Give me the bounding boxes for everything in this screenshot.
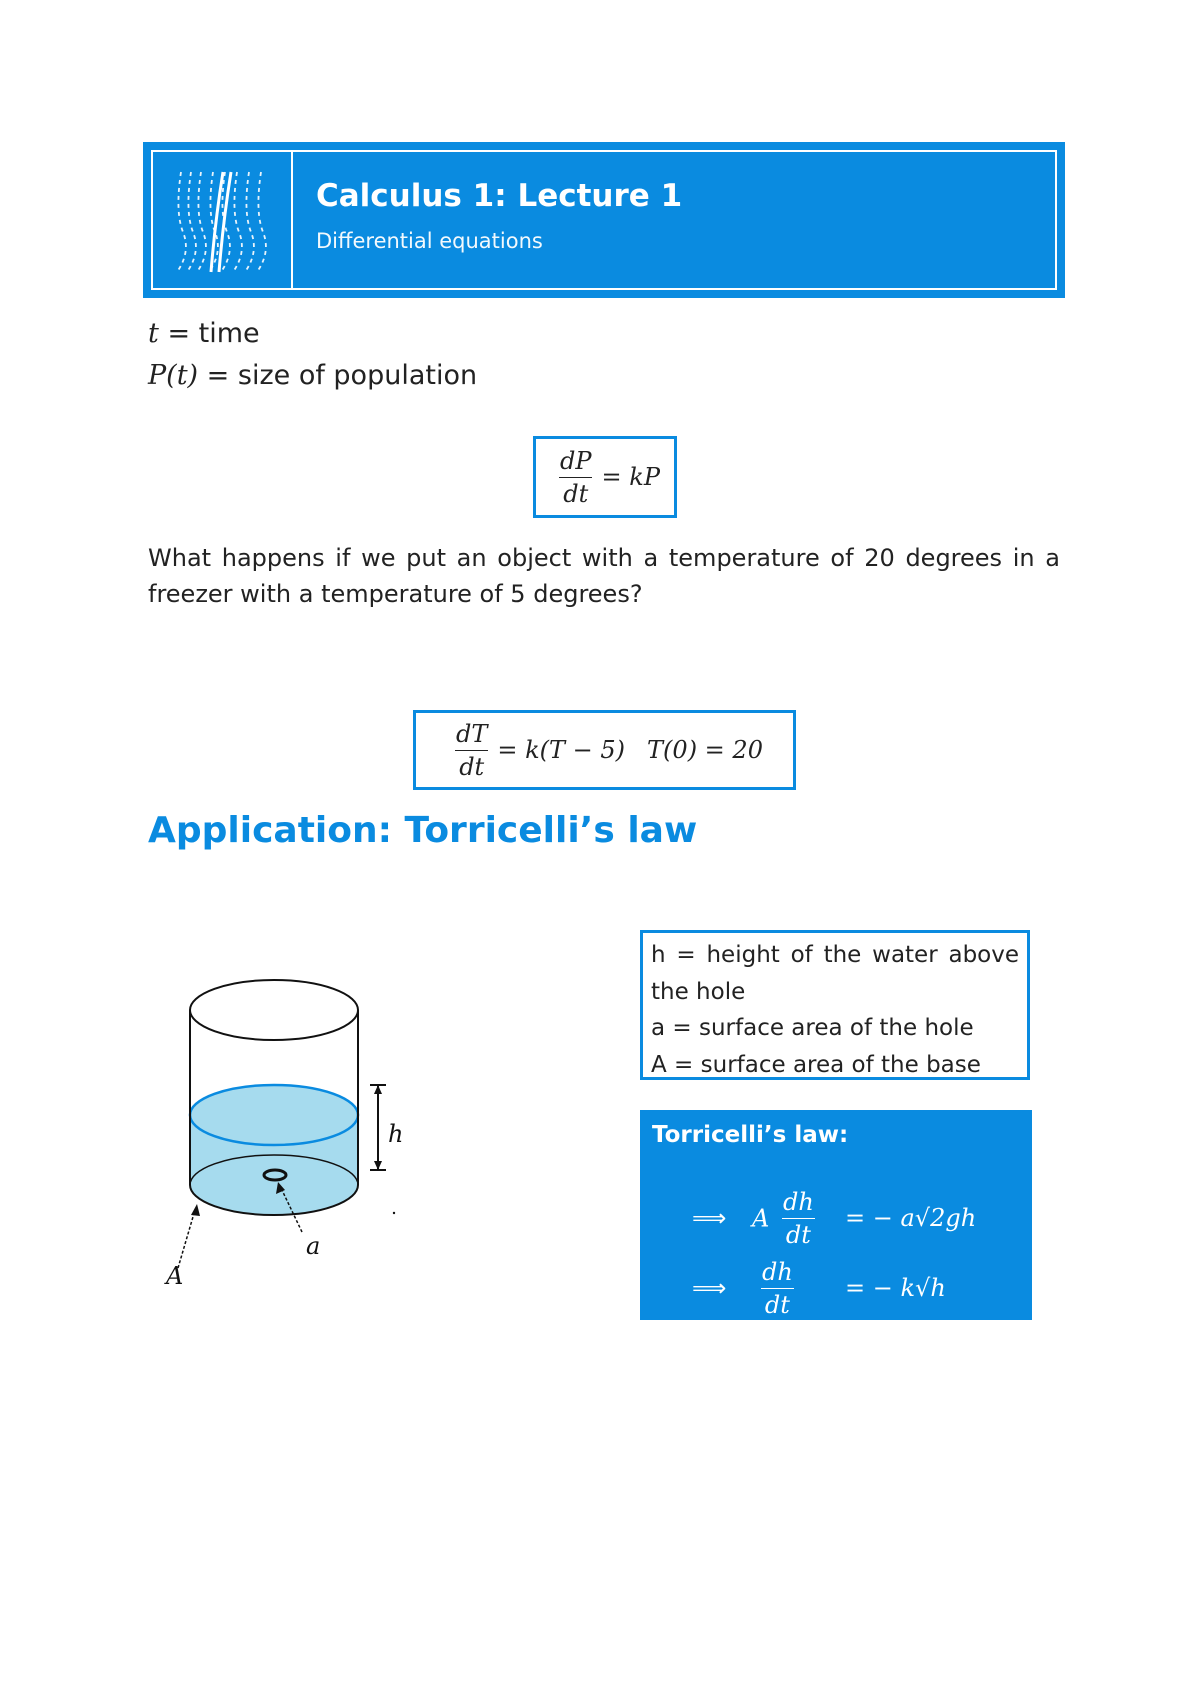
implies-arrow: ⟹ bbox=[692, 1274, 727, 1302]
definition-population bbox=[148, 360, 477, 391]
header-frame bbox=[151, 150, 1057, 290]
label-a: a bbox=[306, 1232, 321, 1260]
var-P: P(t) bbox=[148, 360, 199, 391]
stray-dot bbox=[393, 1212, 395, 1214]
fraction-numerator: dP bbox=[560, 446, 592, 475]
cylinder-diagram bbox=[150, 960, 430, 1300]
var-t: t bbox=[148, 318, 159, 349]
section-heading: Application: Torricelli’s law bbox=[148, 810, 698, 851]
fraction-dT-dt bbox=[452, 720, 491, 781]
hole-marker bbox=[264, 1170, 286, 1180]
height-arrow-down bbox=[374, 1161, 382, 1170]
def-line-a: a = surface area of the hole bbox=[651, 1015, 974, 1041]
lecture-title: Calculus 1: Lecture 1 bbox=[316, 178, 683, 214]
equation-population-box bbox=[533, 436, 677, 518]
def-P-text: = size of population bbox=[198, 360, 478, 391]
equation-rhs: = kP bbox=[601, 463, 660, 491]
definition-time bbox=[148, 318, 260, 349]
height-arrow-up bbox=[374, 1085, 382, 1094]
law-row2-rhs: = − k√h bbox=[845, 1274, 946, 1302]
law-row2-lhs bbox=[752, 1258, 803, 1319]
law-row1-lhs bbox=[752, 1188, 824, 1249]
question-paragraph: What happens if we put an object with a temperature of 20 degrees in a freezer with a temperature of 5 degrees? bbox=[148, 544, 1060, 608]
base-arrow-line bbox=[178, 1210, 195, 1268]
law-row1-rhs: = − a√2gh bbox=[845, 1204, 977, 1232]
equation-temperature-box bbox=[413, 710, 796, 790]
def-line-A: A = surface area of the base bbox=[651, 1051, 981, 1078]
fraction-numerator: dh bbox=[762, 1258, 793, 1286]
cylinder-top bbox=[190, 980, 358, 1040]
fraction-dP-dt bbox=[556, 447, 596, 508]
wave-lines-icon bbox=[153, 152, 289, 288]
torricelli-law-box bbox=[640, 1110, 1032, 1320]
implies-arrow: ⟹ bbox=[692, 1204, 727, 1232]
fraction-denominator: dt bbox=[559, 477, 592, 508]
logo-icon bbox=[153, 152, 293, 288]
base-arrow-head bbox=[191, 1204, 200, 1216]
law-row-1 bbox=[640, 1188, 1032, 1248]
water-surface bbox=[190, 1085, 358, 1145]
fraction-dh-dt bbox=[758, 1258, 797, 1319]
label-A: A bbox=[166, 1262, 184, 1290]
initial-condition: T(0) = 20 bbox=[647, 736, 763, 764]
fraction-denominator: dt bbox=[782, 1218, 815, 1249]
equation-rhs: = k(T − 5) bbox=[497, 736, 626, 764]
fraction-numerator: dT bbox=[456, 719, 488, 748]
def-line-h: h = height of the water above the hole bbox=[651, 942, 1019, 1005]
fraction-dh-dt bbox=[779, 1188, 818, 1249]
fraction-numerator: dh bbox=[782, 1188, 814, 1216]
lecture-subtitle: Differential equations bbox=[316, 229, 543, 253]
fraction-denominator: dt bbox=[455, 750, 488, 781]
coef-A: A bbox=[752, 1204, 770, 1233]
fraction-denominator: dt bbox=[761, 1288, 794, 1319]
law-row-2 bbox=[640, 1258, 1032, 1318]
label-h: h bbox=[388, 1120, 404, 1148]
lecture-header bbox=[143, 142, 1065, 298]
law-title: Torricelli’s law: bbox=[652, 1122, 849, 1148]
def-t-text: = time bbox=[158, 318, 260, 349]
variable-definitions-box bbox=[640, 930, 1030, 1080]
